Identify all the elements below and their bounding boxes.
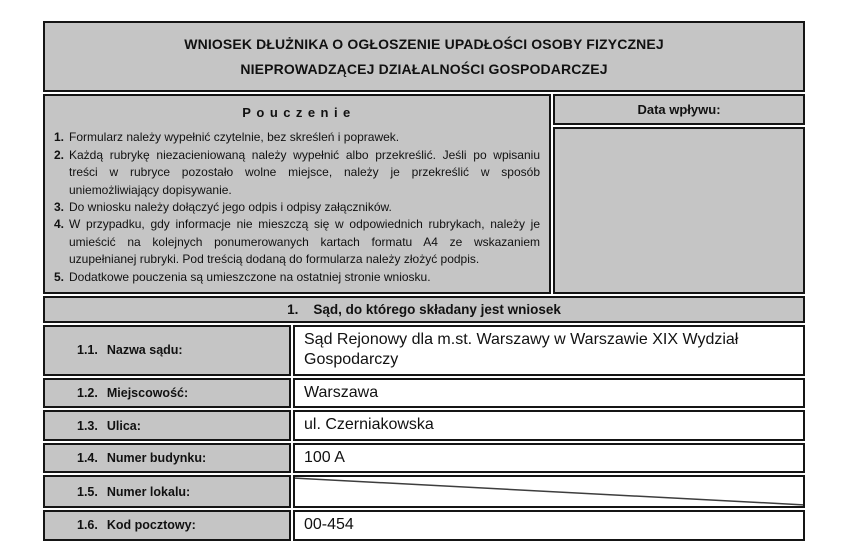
form-row-ulica — [43, 410, 805, 440]
instruction-item-2 — [45, 147, 543, 199]
field-label-miejscowosc — [43, 378, 291, 408]
form-row-nazwa-sadu — [43, 325, 805, 376]
field-label-numer-budynku — [43, 443, 291, 473]
field-value-kod-pocztowy[interactable]: 00-454 — [293, 510, 805, 540]
instruction-number: 3. — [54, 199, 65, 214]
section-1-header — [43, 296, 805, 323]
instruction-text: W przypadku, gdy informacje nie mieszczą się w odpowiednich rubrykach, należy je umieścić na kolejnych ponumerowanych kartach formatu A4 ze wskazaniem uzupełnianej rubryki. Pod treścią dodaną do formularza należy złożyć podpis. — [69, 217, 540, 267]
field-value-ulica[interactable]: ul. Czerniakowska — [293, 410, 805, 440]
instructions-heading: Pouczenie — [242, 105, 356, 121]
form-row-numer-budynku — [43, 443, 805, 473]
instruction-number: 5. — [54, 269, 65, 284]
form-title — [43, 21, 805, 92]
field-number: 1.3. — [77, 418, 98, 433]
instruction-number: 4. — [54, 217, 65, 232]
instruction-text: Każdą rubrykę niezacieniowaną należy wypełnić albo przekreślić. Jeśli po wpisaniu treści w rubryce pozostało wolne miejsce, należy je przekreślić w sposób uniemożliwiający dopisywanie. — [69, 147, 540, 197]
section-1-header-row — [43, 296, 805, 323]
form-title-row — [43, 21, 805, 92]
instruction-text: Formularz należy wypełnić czytelnie, bez skreśleń i poprawek. — [69, 130, 400, 145]
form-row-numer-lokalu — [43, 475, 805, 508]
field-number: 1.5. — [77, 484, 98, 499]
date-received-label: Data wpływu: — [553, 94, 805, 125]
instruction-text: Dodatkowe pouczenia są umieszczone na ostatniej stronie wniosku. — [69, 269, 431, 284]
field-label-numer-lokalu — [43, 475, 291, 508]
instruction-text: Do wniosku należy dołączyć jego odpis i odpisy załączników. — [69, 199, 392, 214]
field-label-text: Nazwa sądu: — [106, 343, 183, 358]
field-number: 1.4. — [77, 451, 98, 465]
form-title-line2: NIEPROWADZĄCEJ DZIAŁALNOŚCI GOSPODARCZEJ — [240, 61, 608, 78]
field-label-text: Numer lokalu: — [106, 484, 191, 499]
field-label-ulica — [43, 410, 291, 440]
form-row-kod-pocztowy — [43, 510, 805, 540]
instruction-item-3 — [45, 199, 543, 216]
field-label-text: Kod pocztowy: — [106, 518, 196, 533]
field-value-nazwa-sadu[interactable]: Sąd Rejonowy dla m.st. Warszawy w Warszawie XIX Wydział Gospodarczy — [293, 325, 805, 376]
field-value-numer-budynku[interactable]: 100 A — [293, 443, 805, 473]
field-label-kod-pocztowy — [43, 510, 291, 540]
form-title-line1: WNIOSEK DŁUŻNIKA O OGŁOSZENIE UPADŁOŚCI OSOBY FIZYCZNEJ — [184, 36, 664, 52]
field-value-numer-lokalu[interactable] — [293, 475, 805, 508]
instruction-item-5 — [45, 269, 543, 286]
field-value-miejscowosc[interactable]: Warszawa — [293, 378, 805, 408]
field-number: 1.6. — [77, 518, 98, 533]
bankruptcy-petition-form — [41, 19, 807, 543]
field-number: 1.2. — [77, 386, 98, 401]
field-label-text: Ulica: — [106, 418, 141, 433]
field-label-text: Miejscowość: — [106, 386, 189, 401]
section-1-number: 1. — [287, 301, 299, 317]
cross-out-line — [295, 477, 803, 506]
date-received-field — [553, 127, 805, 294]
instruction-item-4 — [45, 216, 543, 268]
field-number: 1.1. — [77, 343, 98, 358]
instructions-panel — [43, 94, 551, 294]
field-label-nazwa-sadu — [43, 325, 291, 376]
instructions-row — [43, 94, 805, 125]
instruction-number: 1. — [54, 130, 65, 145]
field-label-text: Numer budynku: — [106, 451, 207, 465]
section-1-title: Sąd, do którego składany jest wniosek — [313, 301, 561, 317]
instruction-item-1 — [45, 129, 543, 146]
form-row-miejscowosc — [43, 378, 805, 408]
instruction-number: 2. — [54, 147, 65, 162]
